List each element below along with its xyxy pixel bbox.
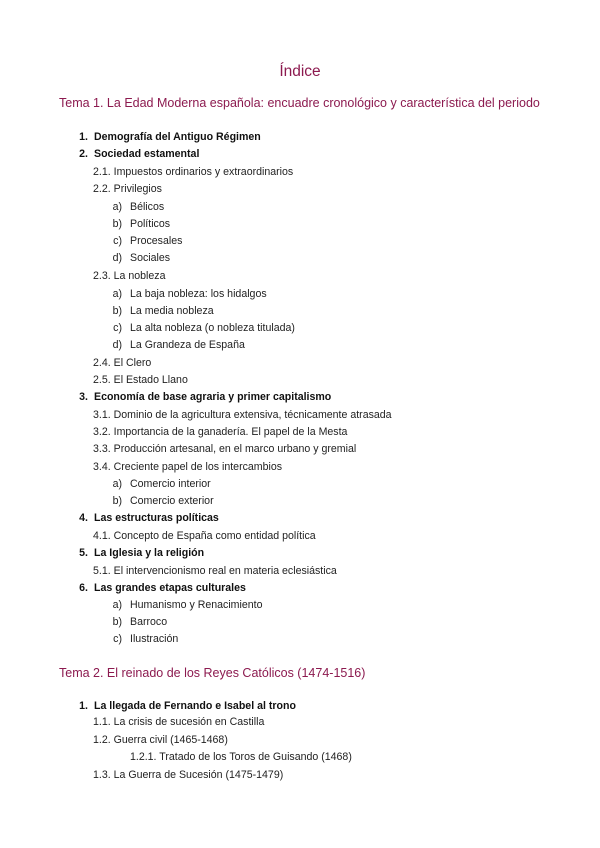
toc-entry: 1. La llegada de Fernando e Isabel al trono <box>79 700 296 712</box>
toc-letter-entry: c) La alta nobleza (o nobleza titulada) <box>113 322 295 334</box>
toc-subentry: 5.1. El intervencionismo real en materia eclesiástica <box>93 565 337 577</box>
page-title: Índice <box>279 63 321 80</box>
toc-letter-entry: a) La baja nobleza: los hidalgos <box>112 288 267 300</box>
toc-entry: 6. Las grandes etapas culturales <box>79 582 246 594</box>
toc-letter-entry: b) Barroco <box>112 616 168 628</box>
toc-subentry: 2.2. Privilegios <box>93 183 162 195</box>
section-title-tema-2: Tema 2. El reinado de los Reyes Católicos (1474-1516) <box>59 666 366 680</box>
toc-letter-entry: b) Políticos <box>112 218 171 230</box>
toc-entry: 3. Economía de base agraria y primer capitalismo <box>79 391 332 403</box>
toc-letter-entry: a) Humanismo y Renacimiento <box>112 599 263 611</box>
toc-subentry: 1.1. La crisis de sucesión en Castilla <box>93 716 265 728</box>
toc-subentry: 3.4. Creciente papel de los intercambios <box>93 461 283 473</box>
toc-subentry: 3.3. Producción artesanal, en el marco urbano y gremial <box>93 443 357 455</box>
toc-subentry: 2.5. El Estado Llano <box>93 374 188 386</box>
toc-subentry: 1.2. Guerra civil (1465-1468) <box>93 734 228 746</box>
toc-subentry: 2.3. La nobleza <box>93 270 166 282</box>
toc-entry: 2. Sociedad estamental <box>79 148 200 160</box>
toc-letter-entry: c) Procesales <box>113 235 183 247</box>
toc-subentry: 4.1. Concepto de España como entidad política <box>93 530 316 542</box>
toc-subentry: 1.3. La Guerra de Sucesión (1475-1479) <box>93 769 284 781</box>
section-title-tema-1: Tema 1. La Edad Moderna española: encuadre cronológico y característica del periodo <box>59 96 540 110</box>
toc-letter-entry: d) Sociales <box>112 252 171 264</box>
toc-entry: 1. Demografía del Antiguo Régimen <box>79 131 261 143</box>
toc-letter-entry: c) Ilustración <box>113 633 179 645</box>
toc-letter-entry: b) Comercio exterior <box>112 495 214 507</box>
toc-subentry: 2.4. El Clero <box>93 357 152 369</box>
toc-letter-entry: b) La media nobleza <box>112 305 214 317</box>
toc-letter-entry: d) La Grandeza de España <box>112 339 245 351</box>
toc-letter-entry: a) Comercio interior <box>112 478 211 490</box>
toc-subentry: 2.1. Impuestos ordinarios y extraordinarios <box>93 166 294 178</box>
toc-subsubentry: 1.2.1. Tratado de los Toros de Guisando (1468) <box>130 751 352 763</box>
toc-subentry: 3.1. Dominio de la agricultura extensiva, técnicamente atrasada <box>93 409 392 421</box>
toc-subentry: 3.2. Importancia de la ganadería. El papel de la Mesta <box>93 426 348 438</box>
toc-letter-entry: a) Bélicos <box>112 201 165 213</box>
toc-entry: 5. La Iglesia y la religión <box>79 547 205 559</box>
toc-entry: 4. Las estructuras políticas <box>79 512 219 524</box>
